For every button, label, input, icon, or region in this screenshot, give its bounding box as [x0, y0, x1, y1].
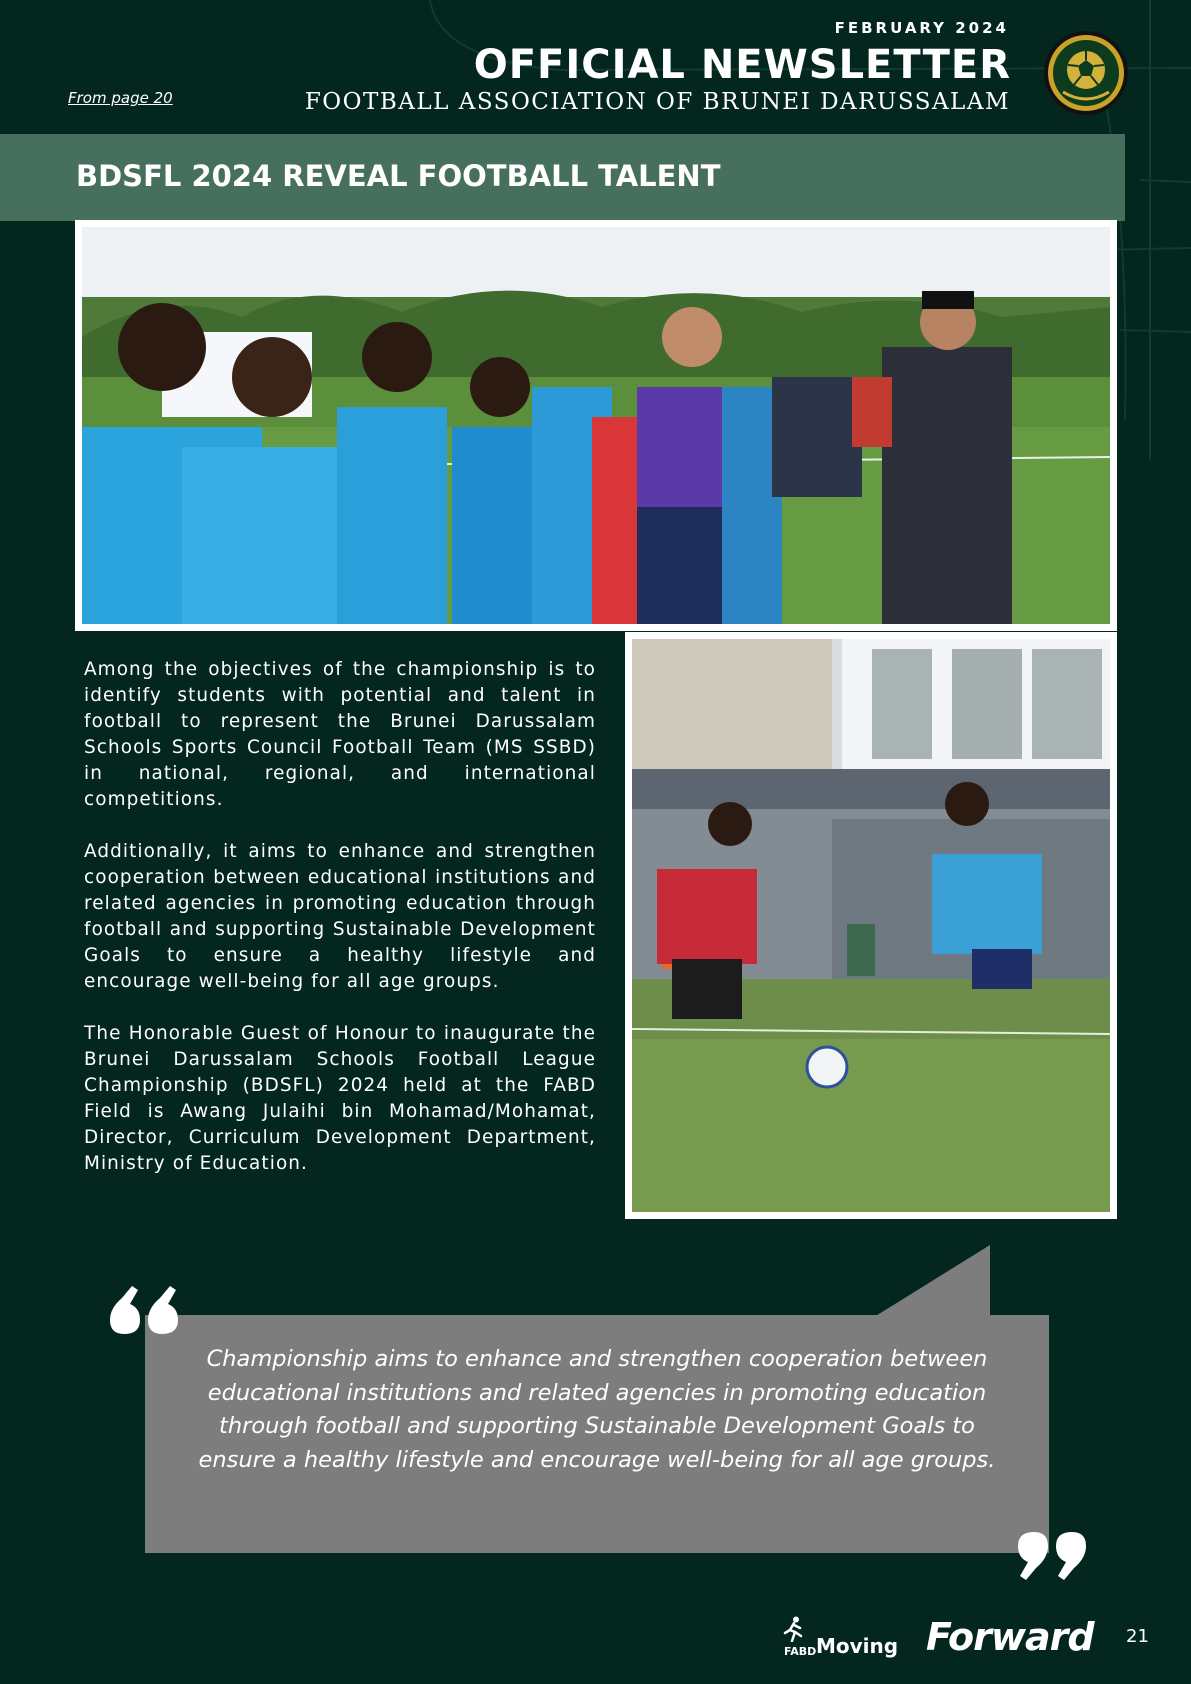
article-banner [0, 134, 1125, 221]
organization-name: FOOTBALL ASSOCIATION OF BRUNEI DARUSSALAM [304, 89, 1010, 115]
fabd-crest-icon [1043, 30, 1129, 116]
quote-callout-tail [874, 1245, 990, 1317]
logo-fabd-text: FABD [784, 1645, 817, 1658]
runner-icon [783, 1616, 805, 1642]
article-paragraph-3: The Honorable Guest of Honour to inaugurate the Brunei Darussalam Schools Football League Championship (BDSFL) 2024 held at the FABD Field is Awang Julaihi bin Mohamad/Mohamat, Director, Curriculum Development Department, Ministry of Education. [84, 1023, 596, 1174]
article-body [84, 657, 596, 1203]
issue-date: FEBRUARY 2024 [834, 19, 1009, 37]
close-quote-icon [1018, 1530, 1086, 1582]
pull-quote-box [145, 1315, 1049, 1553]
match-action-photo [625, 632, 1117, 1219]
article-paragraph-2: Additionally, it aims to enhance and strengthen cooperation between educational institutions and related agencies in promoting education through football and supporting Sustainable Development Goals to ensure a healthy lifestyle and encourage well-being for all age groups. [84, 841, 596, 992]
article-heading: BDSFL 2024 REVEAL FOOTBALL TALENT [76, 159, 721, 193]
pull-quote-text: Championship aims to enhance and strengthen cooperation between educational institutions and related agencies in promoting education through football and supporting Sustainable Development Goals to ensure a healthy lifestyle and encourage well-being for all age groups. [198, 1346, 996, 1473]
open-quote-icon [110, 1284, 178, 1336]
handshake-photo [75, 220, 1117, 631]
logo-forward-text: Forward [926, 1615, 1094, 1659]
continued-from-link[interactable]: From page 20 [68, 89, 173, 107]
logo-moving-text: Moving [816, 1634, 899, 1658]
page-number: 21 [1126, 1626, 1149, 1647]
newsletter-title: OFFICIAL NEWSLETTER [473, 42, 1011, 88]
fabd-moving-forward-logo [783, 1612, 1093, 1668]
article-paragraph-1: Among the objectives of the championship is to identify students with potential and talent in football to represent the Brunei Darussalam Schools Sports Council Football Team (MS SSBD) in national, regional, and international competitions. [84, 659, 596, 810]
